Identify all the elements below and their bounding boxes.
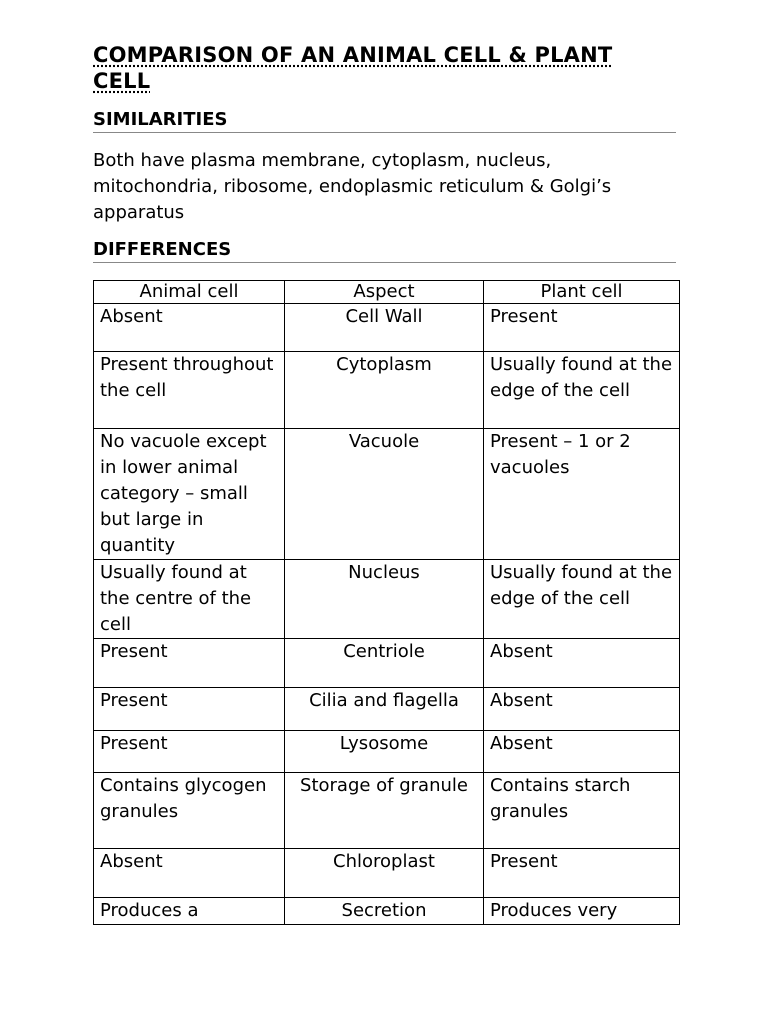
table-row: [94, 352, 680, 429]
differences-table: [93, 280, 680, 925]
aspect-cell: Chloroplast: [285, 849, 484, 898]
aspect-cell: Cytoplasm: [285, 352, 484, 429]
animal-cell: Present: [94, 731, 285, 773]
animal-cell: Contains glycogen granules: [94, 773, 285, 849]
aspect-cell: Storage of granule: [285, 773, 484, 849]
column-header-animal: Animal cell: [94, 281, 285, 304]
plant-cell: Absent: [484, 639, 680, 688]
document-title: COMPARISON OF AN ANIMAL CELL & PLANT CELL: [93, 43, 613, 93]
aspect-cell: Cilia and flagella: [285, 688, 484, 731]
plant-cell: Usually found at the edge of the cell: [484, 352, 680, 429]
plant-cell: Produces very: [484, 898, 680, 925]
plant-cell: Present – 1 or 2 vacuoles: [484, 429, 680, 560]
table-row: [94, 639, 680, 688]
plant-cell: Absent: [484, 688, 680, 731]
column-header-plant: Plant cell: [484, 281, 680, 304]
aspect-cell: Vacuole: [285, 429, 484, 560]
plant-cell: Present: [484, 849, 680, 898]
animal-cell: Absent: [94, 849, 285, 898]
plant-cell: Contains starch granules: [484, 773, 680, 849]
aspect-cell: Nucleus: [285, 560, 484, 639]
table-row: [94, 429, 680, 560]
table-row: [94, 849, 680, 898]
table-header-row: [94, 281, 680, 304]
plant-cell: Usually found at the edge of the cell: [484, 560, 680, 639]
animal-cell: Absent: [94, 304, 285, 352]
plant-cell: Present: [484, 304, 680, 352]
animal-cell: Present: [94, 639, 285, 688]
similarities-text: Both have plasma membrane, cytoplasm, nucleus, mitochondria, ribosome, endoplasmic reticulum & Golgi’s apparatus: [93, 150, 612, 223]
animal-cell: Produces a: [94, 898, 285, 925]
column-header-aspect: Aspect: [285, 281, 484, 304]
animal-cell: No vacuole except in lower animal category – small but large in quantity: [94, 429, 285, 560]
table-row: [94, 731, 680, 773]
table-row: [94, 898, 680, 925]
table-row: [94, 688, 680, 731]
differences-heading: DIFFERENCES: [93, 239, 676, 263]
plant-cell: Absent: [484, 731, 680, 773]
animal-cell: Usually found at the centre of the cell: [94, 560, 285, 639]
table-row: [94, 560, 680, 639]
aspect-cell: Secretion: [285, 898, 484, 925]
aspect-cell: Lysosome: [285, 731, 484, 773]
table-row: [94, 304, 680, 352]
aspect-cell: Centriole: [285, 639, 484, 688]
animal-cell: Present: [94, 688, 285, 731]
table-row: [94, 773, 680, 849]
aspect-cell: Cell Wall: [285, 304, 484, 352]
similarities-heading: SIMILARITIES: [93, 109, 676, 133]
animal-cell: Present throughout the cell: [94, 352, 285, 429]
